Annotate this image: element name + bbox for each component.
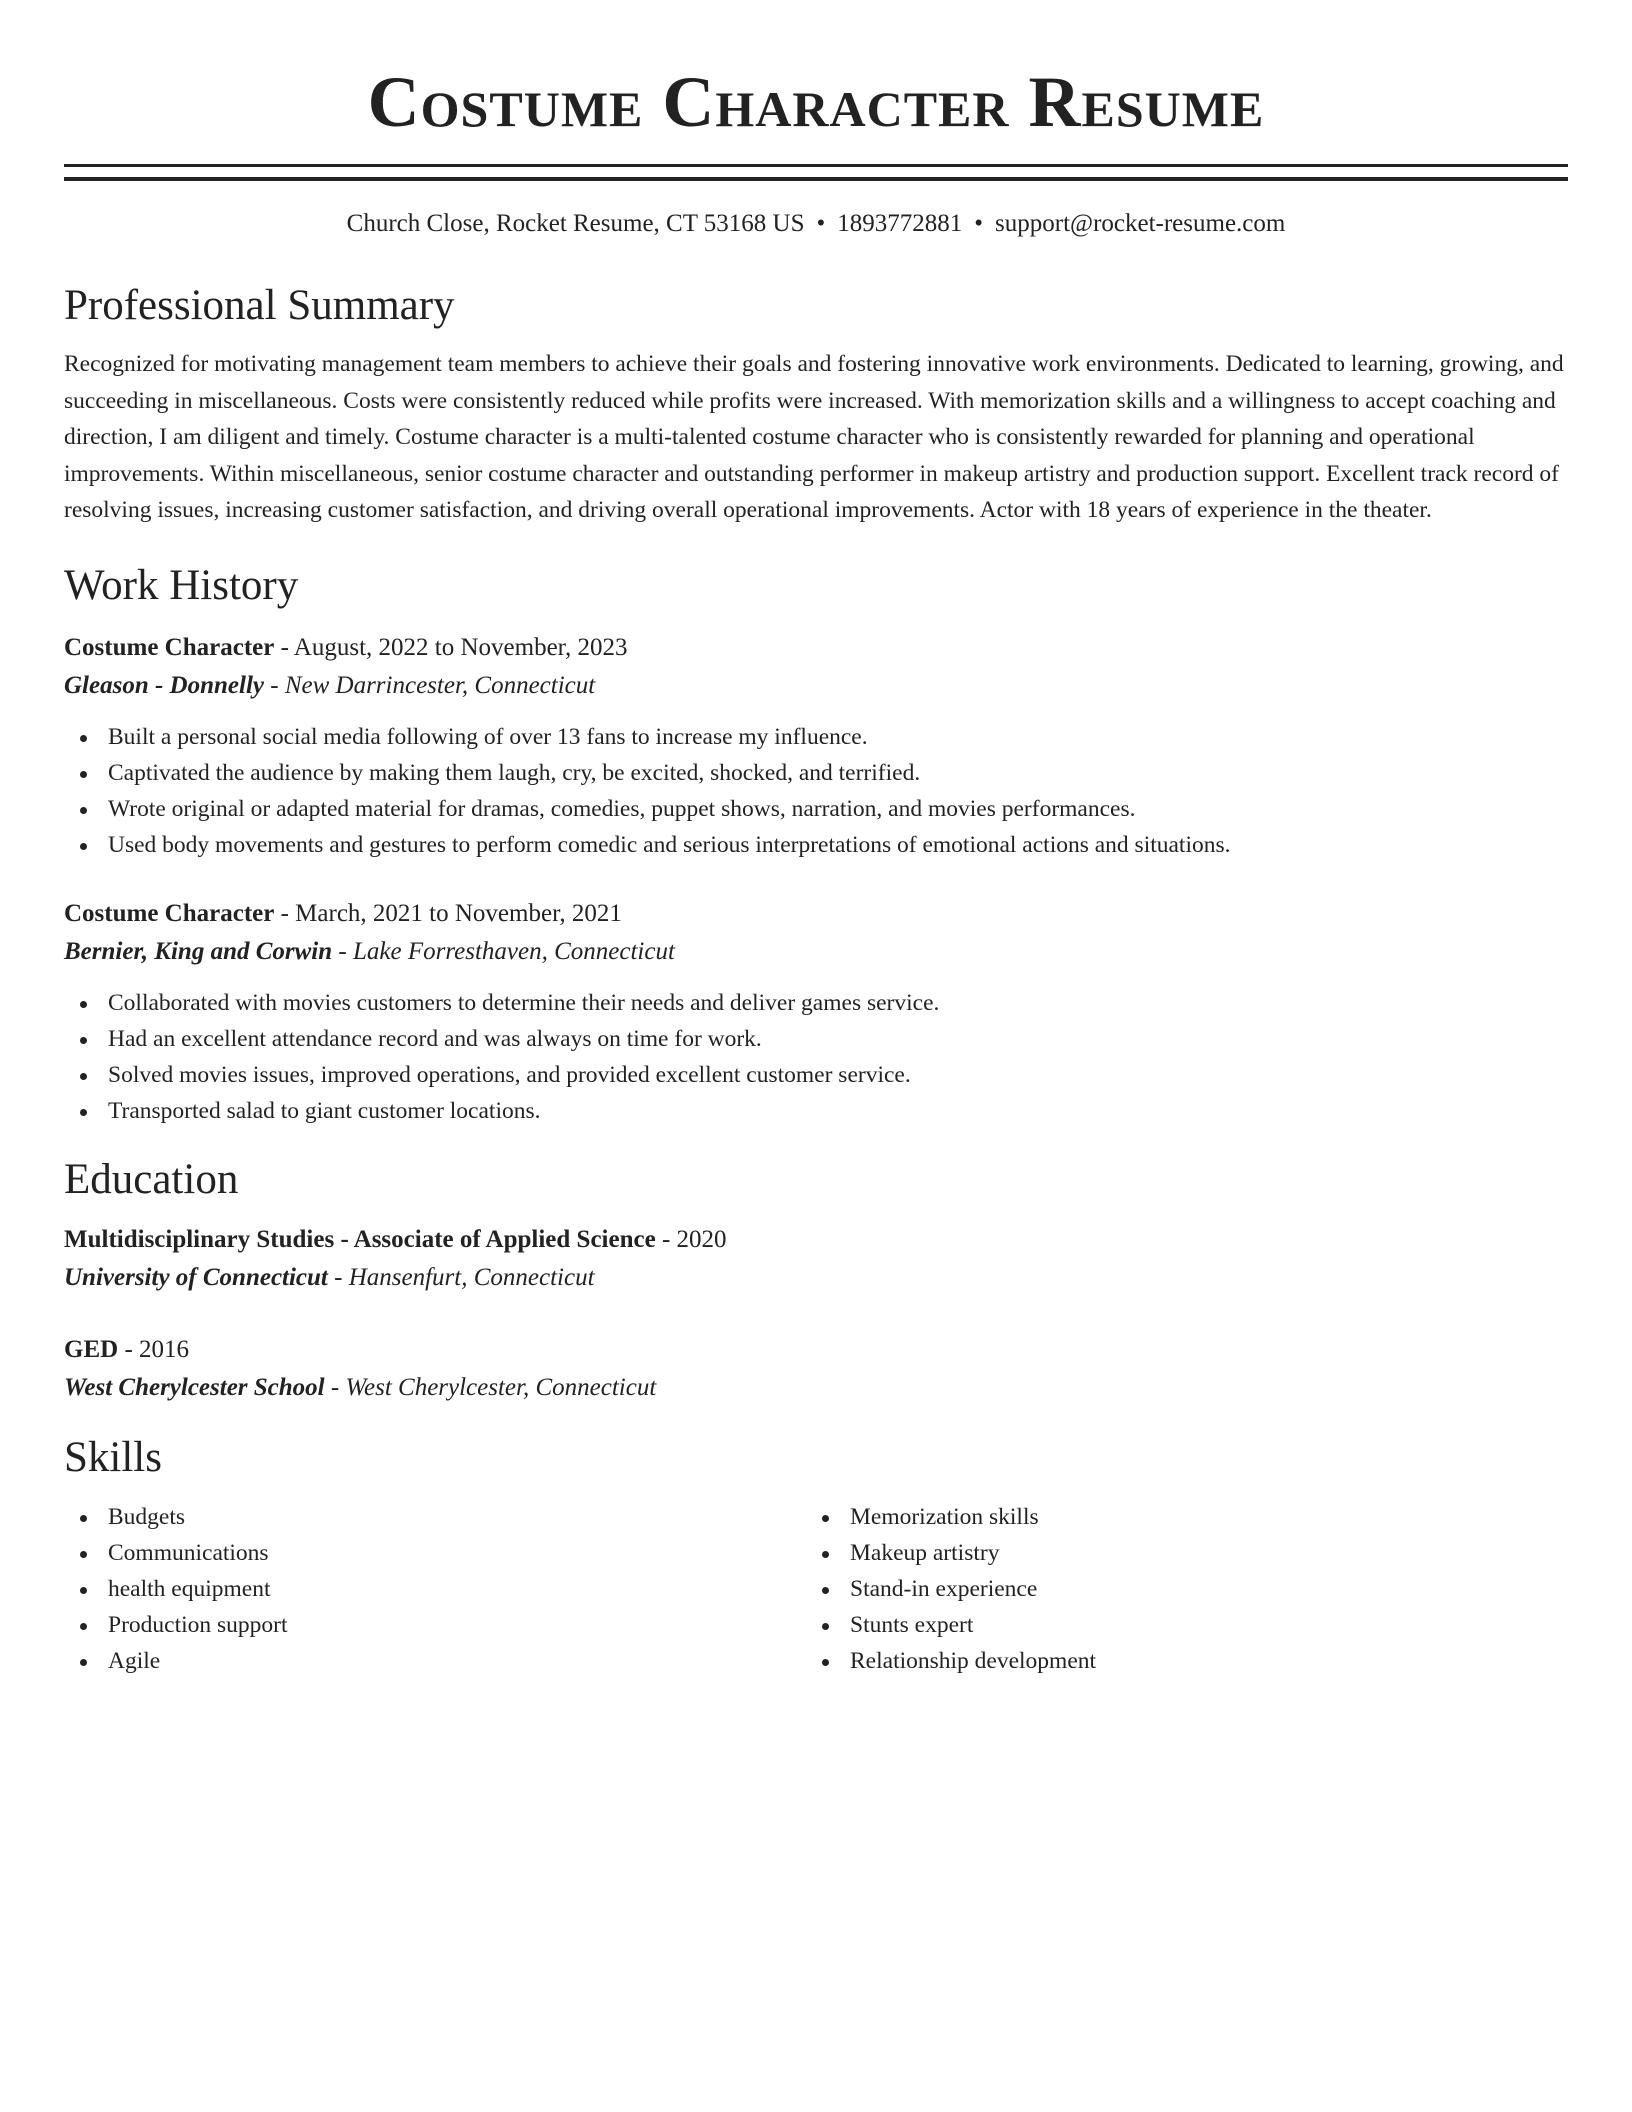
resume-page	[64, 0, 1568, 1679]
summary-text: Recognized for motivating management team members to achieve their goals and fostering innovative work environments. Dedicated to learning, growing, and succeeding in miscellaneous. Costs were consistently reduced while profits were increased. With memorization skills and a willingness to accept coaching and direction, I am diligent and timely. Costume character is a multi-talented costume character who is consistently rewarded for planning and operational improvements. Within miscellaneous, senior costume character and outstanding performer in makeup artistry and production support. Excellent track record of resolving issues, increasing customer satisfaction, and driving overall operational improvements. Actor with 18 years of experience in the theater.	[64, 351, 1564, 523]
skill-item: Stunts expert	[806, 1607, 1548, 1643]
school: West Cherylcester School	[64, 1373, 325, 1401]
skill-item: Stand-in experience	[806, 1571, 1548, 1607]
degree: Multidisciplinary Studies - Associate of Applied Science	[64, 1225, 656, 1253]
job-bullet: Built a personal social media following of over 13 fans to increase my influence.	[64, 719, 1568, 755]
school-location: - West Cherylcester, Connecticut	[324, 1373, 657, 1401]
job-bullet: Had an excellent attendance record and was always on time for work.	[64, 1021, 1568, 1057]
school-line	[64, 1369, 1568, 1407]
job-title: Costume Character	[64, 633, 275, 661]
skill-item: health equipment	[64, 1571, 806, 1607]
job-location: - Lake Forresthaven, Connecticut	[332, 937, 675, 965]
job-bullet: Used body movements and gestures to perform comedic and serious interpretations of emotional actions and situations.	[64, 827, 1568, 863]
skill-item: Production support	[64, 1607, 806, 1643]
school-location: - Hansenfurt, Connecticut	[327, 1263, 595, 1291]
skill-item: Agile	[64, 1643, 806, 1679]
job-bullet: Solved movies issues, improved operations, and provided excellent customer service.	[64, 1057, 1568, 1093]
title-double-rule	[64, 164, 1568, 181]
contact-email: support@rocket-resume.com	[995, 210, 1286, 237]
job-company-line	[64, 933, 1568, 971]
skills-column-left	[64, 1499, 806, 1679]
contact-address: Church Close, Rocket Resume, CT 53168 US	[346, 210, 805, 237]
education-heading: Education	[64, 1155, 239, 1203]
job-title-line	[64, 629, 1568, 667]
job-company-line	[64, 667, 1568, 705]
job-title: Costume Character	[64, 899, 275, 927]
contact-separator: •	[816, 210, 826, 237]
degree: GED	[64, 1335, 119, 1363]
skill-item: Memorization skills	[806, 1499, 1548, 1535]
skill-item: Budgets	[64, 1499, 806, 1535]
skill-item: Communications	[64, 1535, 806, 1571]
degree-year: - 2020	[655, 1225, 727, 1253]
school: University of Connecticut	[64, 1263, 328, 1291]
resume-title: Costume Character Resume	[367, 62, 1265, 142]
skills-grid	[64, 1499, 1568, 1679]
skills-heading: Skills	[64, 1433, 162, 1481]
job-company: Gleason - Donnelly	[64, 671, 264, 699]
degree-line	[64, 1331, 1568, 1369]
skills-column-right	[806, 1499, 1548, 1679]
job-company: Bernier, King and Corwin	[64, 937, 333, 965]
education-entry	[64, 1331, 1568, 1407]
job-location: - New Darrincester, Connecticut	[264, 671, 596, 699]
contact-phone: 1893772881	[837, 210, 963, 237]
contact-line	[64, 207, 1568, 241]
job-bullet: Captivated the audience by making them laugh, cry, be excited, shocked, and terrified.	[64, 755, 1568, 791]
job-bullet: Wrote original or adapted material for dramas, comedies, puppet shows, narration, and movies performances.	[64, 791, 1568, 827]
degree-year: - 2016	[118, 1335, 190, 1363]
summary-heading: Professional Summary	[64, 282, 455, 329]
job-dates: - August, 2022 to November, 2023	[274, 633, 628, 661]
job-bullet: Transported salad to giant customer locations.	[64, 1093, 1568, 1129]
job-bullets	[64, 985, 1568, 1129]
work-history-heading: Work History	[64, 561, 299, 609]
job-bullet: Collaborated with movies customers to determine their needs and deliver games service.	[64, 985, 1568, 1021]
school-line	[64, 1259, 1568, 1297]
job-dates: - March, 2021 to November, 2021	[274, 899, 622, 927]
skill-item: Makeup artistry	[806, 1535, 1548, 1571]
degree-line	[64, 1221, 1568, 1259]
job-title-line	[64, 895, 1568, 933]
skill-item: Relationship development	[806, 1643, 1548, 1679]
job-entry	[64, 629, 1568, 863]
contact-separator: •	[974, 210, 984, 237]
education-entry	[64, 1221, 1568, 1297]
job-bullets	[64, 719, 1568, 863]
job-entry	[64, 895, 1568, 1129]
